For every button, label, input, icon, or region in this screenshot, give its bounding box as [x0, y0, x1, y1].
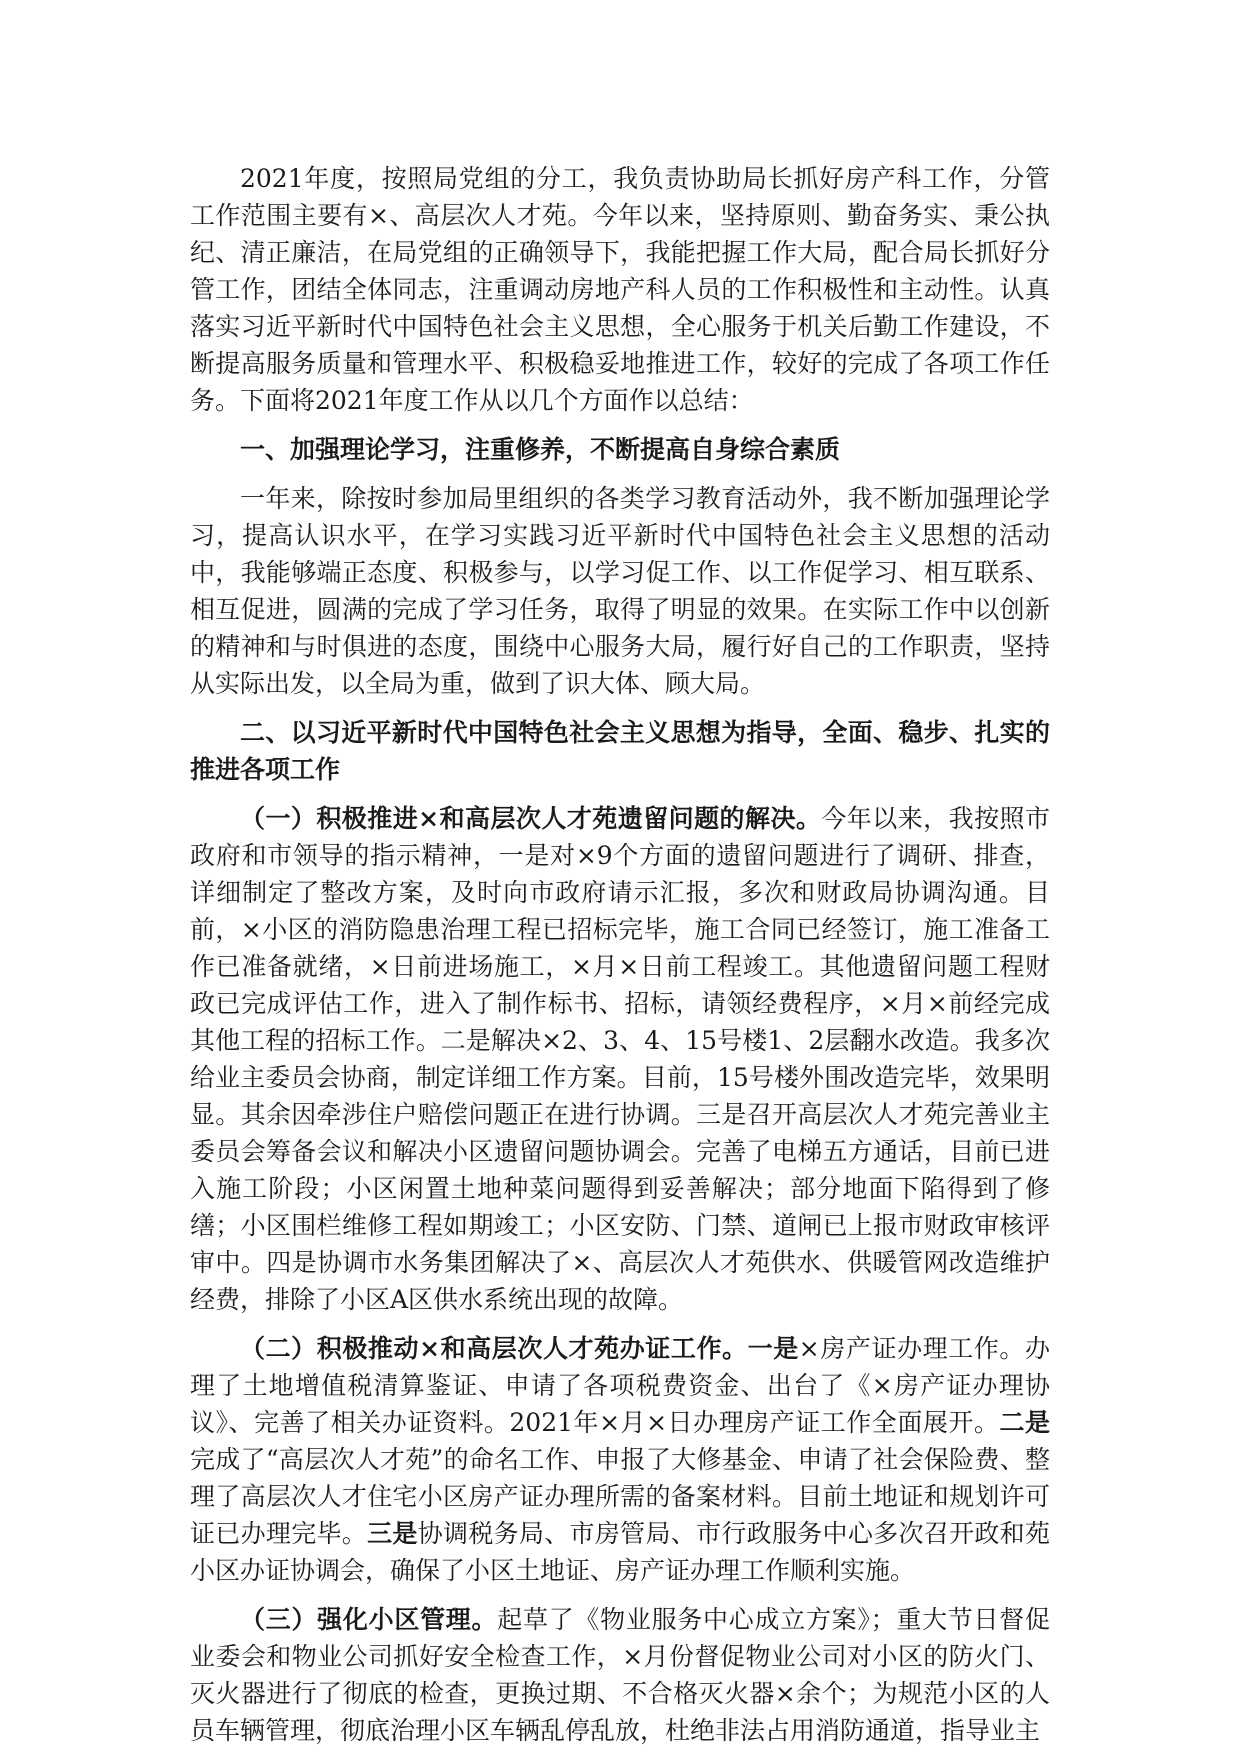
item-3-body: 起草了《物业服务中心成立方案》；重大节日督促业委会和物业公司抓好安全检查工作，×月份督促物业公司对小区的防火门、灭火器进行了彻底的检查，更换过期、不合格灭火器×余个；为规范小区的人员车辆管理，彻底治理小区车辆乱停乱放，杜绝非法占用消防通道，指导业主	[190, 1605, 1050, 1745]
item-2-lead: （二）积极推动×和高层次人才苑办证工作。	[240, 1334, 748, 1363]
item-2-point-3: 协调税务局、市房管局、市行政服务中心多次召开政和苑小区办证协调会，确保了小区土地证、房产证办理工作顺利实施。	[190, 1519, 1050, 1585]
item-2-point-1: ×房产证办理工作。办理了土地增值税清算鉴证、申请了各项税费资金、出台了《×房产证办理协议》、完善了相关办证资料。2021年×月×日办理房产证工作全面展开。	[190, 1334, 1050, 1437]
item-2-point-2-lead: 二是	[999, 1408, 1050, 1437]
section-2-item-1	[190, 800, 1050, 1318]
item-3-lead: （三）强化小区管理。	[240, 1605, 498, 1634]
item-2-point-1-lead: 一是	[747, 1334, 799, 1363]
section-1-heading: 一、加强理论学习，注重修养，不断提高自身综合素质	[240, 435, 841, 464]
section-2-item-3	[190, 1601, 1050, 1749]
section-1-paragraph: 一年来，除按时参加局里组织的各类学习教育活动外，我不断加强理论学习，提高认识水平，在学习实践习近平新时代中国特色社会主义思想的活动中，我能够端正态度、积极参与，以学习促工作、以工作促学习、相互联系、相互促进，圆满的完成了学习任务，取得了明显的效果。在实际工作中以创新的精神和与时俱进的态度，围绕中心服务大局，履行好自己的工作职责，坚持从实际出发，以全局为重，做到了识大体、顾大局。	[190, 484, 1050, 698]
item-1-body: 今年以来，我按照市政府和市领导的指示精神，一是对×9个方面的遗留问题进行了调研、排查，详细制定了整改方案，及时向市政府请示汇报，多次和财政局协调沟通。目前，×小区的消防隐患治理工程已招标完毕，施工合同已经签订，施工准备工作已准备就绪，×日前进场施工，×月×日前工程竣工。其他遗留问题工程财政已完成评估工作，进入了制作标书、招标，请领经费程序，×月×前经完成其他工程的招标工作。二是解决×2、3、4、15号楼1、2层翻水改造。我多次给业主委员会协商，制定详细工作方案。目前，15号楼外围改造完毕，效果明显。其余因牵涉住户赔偿问题正在进行协调。三是召开高层次人才苑完善业主委员会筹备会议和解决小区遗留问题协调会。完善了电梯五方通话，目前已进入施工阶段；小区闲置土地种菜问题得到妥善解决；部分地面下陷得到了修缮；小区围栏维修工程如期竣工；小区安防、门禁、道闸已上报市财政审核评审中。四是协调市水务集团解决了×、高层次人才苑供水、供暖管网改造维护经费，排除了小区A区供水系统出现的故障。	[190, 804, 1050, 1314]
intro-paragraph: 2021年度，按照局党组的分工，我负责协助局长抓好房产科工作，分管工作范围主要有×、高层次人才苑。今年以来，坚持原则、勤奋务实、秉公执纪、清正廉洁，在局党组的正确领导下，我能把握工作大局，配合局长抓好分管工作，团结全体同志，注重调动房地产科人员的工作积极性和主动性。认真落实习近平新时代中国特色社会主义思想，全心服务于机关后勤工作建设，不断提高服务质量和管理水平、积极稳妥地推进工作，较好的完成了各项工作任务。下面将2021年度工作从以几个方面作以总结：	[190, 164, 1050, 415]
item-1-lead: （一）积极推进×和高层次人才苑遗留问题的解决。	[240, 804, 822, 833]
item-2-point-2: 完成了“高层次人才苑”的命名工作、申报了大修基金、申请了社会保险费、整理了高层次人才住宅小区房产证办理所需的备案材料。目前土地证和规划许可证已办理完毕。	[190, 1445, 1050, 1548]
item-2-point-3-lead: 三是	[367, 1519, 418, 1548]
document-page	[190, 160, 1050, 1761]
section-2-heading: 二、以习近平新时代中国特色社会主义思想为指导，全面、稳步、扎实的推进各项工作	[190, 718, 1050, 784]
section-2-item-2	[190, 1330, 1050, 1589]
